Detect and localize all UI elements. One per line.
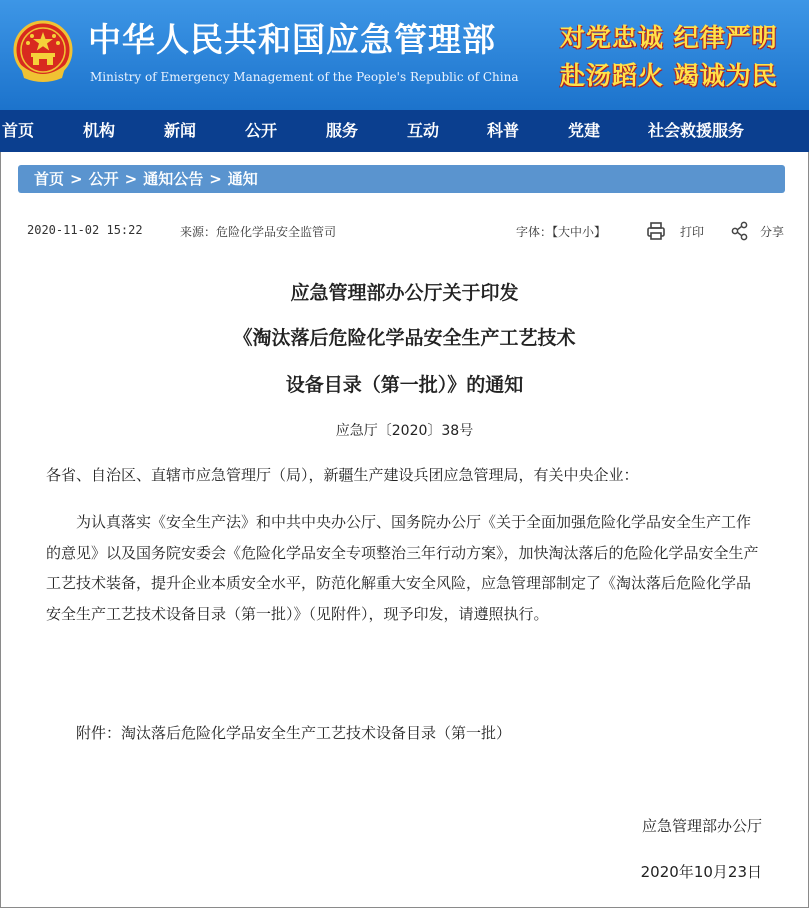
share-icon[interactable] <box>729 220 751 242</box>
breadcrumb-separator: > <box>209 170 222 188</box>
nav-item-institutions[interactable]: 机构 <box>83 121 116 140</box>
font-size-selector[interactable]: 字体：【大中小】 <box>516 225 607 239</box>
nav-item-home[interactable]: 首页 <box>2 121 35 140</box>
article-source: 来源：危险化学品安全监管司 <box>180 225 337 239</box>
breadcrumb-separator: > <box>124 170 138 188</box>
print-icon[interactable] <box>645 220 667 242</box>
site-subtitle: Ministry of Emergency Management of the People's Republic of China <box>90 70 519 84</box>
main-nav <box>0 110 809 152</box>
signature-date: 2020年10月23日 <box>640 863 762 881</box>
nav-item-party[interactable]: 党建 <box>568 121 601 140</box>
site-header <box>0 0 809 110</box>
salutation: 各省、自治区、直辖市应急管理厅（局），新疆生产建设兵团应急管理局，有关中央企业： <box>46 466 639 484</box>
article-title-line-3: 设备目录（第一批）》的通知 <box>285 374 524 396</box>
nav-item-services[interactable]: 服务 <box>326 121 359 140</box>
breadcrumb-separator: > <box>70 170 83 188</box>
breadcrumb-notices[interactable]: 通知公告 <box>143 170 204 188</box>
content-border-left <box>0 152 1 908</box>
document-number: 应急厅〔2020〕38号 <box>335 423 474 439</box>
share-link[interactable]: 分享 <box>760 225 785 239</box>
nav-item-public[interactable]: 公开 <box>245 121 278 140</box>
breadcrumb-current[interactable]: 通知 <box>227 170 258 188</box>
national-emblem-icon[interactable] <box>12 20 74 86</box>
publish-datetime: 2020-11-02 15:22 <box>27 223 143 237</box>
signature: 应急管理部办公厅 <box>641 817 762 835</box>
site-title[interactable]: 中华人民共和国应急管理部 <box>88 20 496 59</box>
slogan-line-1: 对党忠诚 纪律严明 <box>560 23 778 52</box>
article-body: 为认真落实《安全生产法》和中共中央办公厅、国务院办公厅《关于全面加强危险化学品安全生产工作的意见》以及国务院安委会《危险化学品安全专项整治三年行动方案》，加快淘汰落后的危险化学品安全生产工艺技术装备，提升企业本质安全水平，防范化解重大安全风险，应急管理部制定了《淘汰落后危险化学品安全生产工艺技术设备目录（第一批）》（见附件），现予印发，请遵照执行。 <box>46 513 759 623</box>
slogan-line-2: 赴汤蹈火 竭诚为民 <box>560 61 778 90</box>
nav-item-science[interactable]: 科普 <box>487 121 520 140</box>
nav-item-interaction[interactable]: 互动 <box>407 121 440 140</box>
nav-item-news[interactable]: 新闻 <box>164 121 197 140</box>
print-link[interactable]: 打印 <box>680 225 705 239</box>
attachment-link[interactable]: 附件：淘汰落后危险化学品安全生产工艺技术设备目录（第一批） <box>76 724 512 742</box>
breadcrumb-home[interactable]: 首页 <box>34 170 65 188</box>
breadcrumb <box>18 165 785 193</box>
breadcrumb-public[interactable]: 公开 <box>88 170 119 188</box>
article-title-line-2: 《淘汰落后危险化学品安全生产工艺技术 <box>233 327 576 349</box>
article-title-line-1: 应急管理部办公厅关于印发 <box>290 282 519 304</box>
nav-item-social-rescue[interactable]: 社会救援服务 <box>648 121 745 140</box>
